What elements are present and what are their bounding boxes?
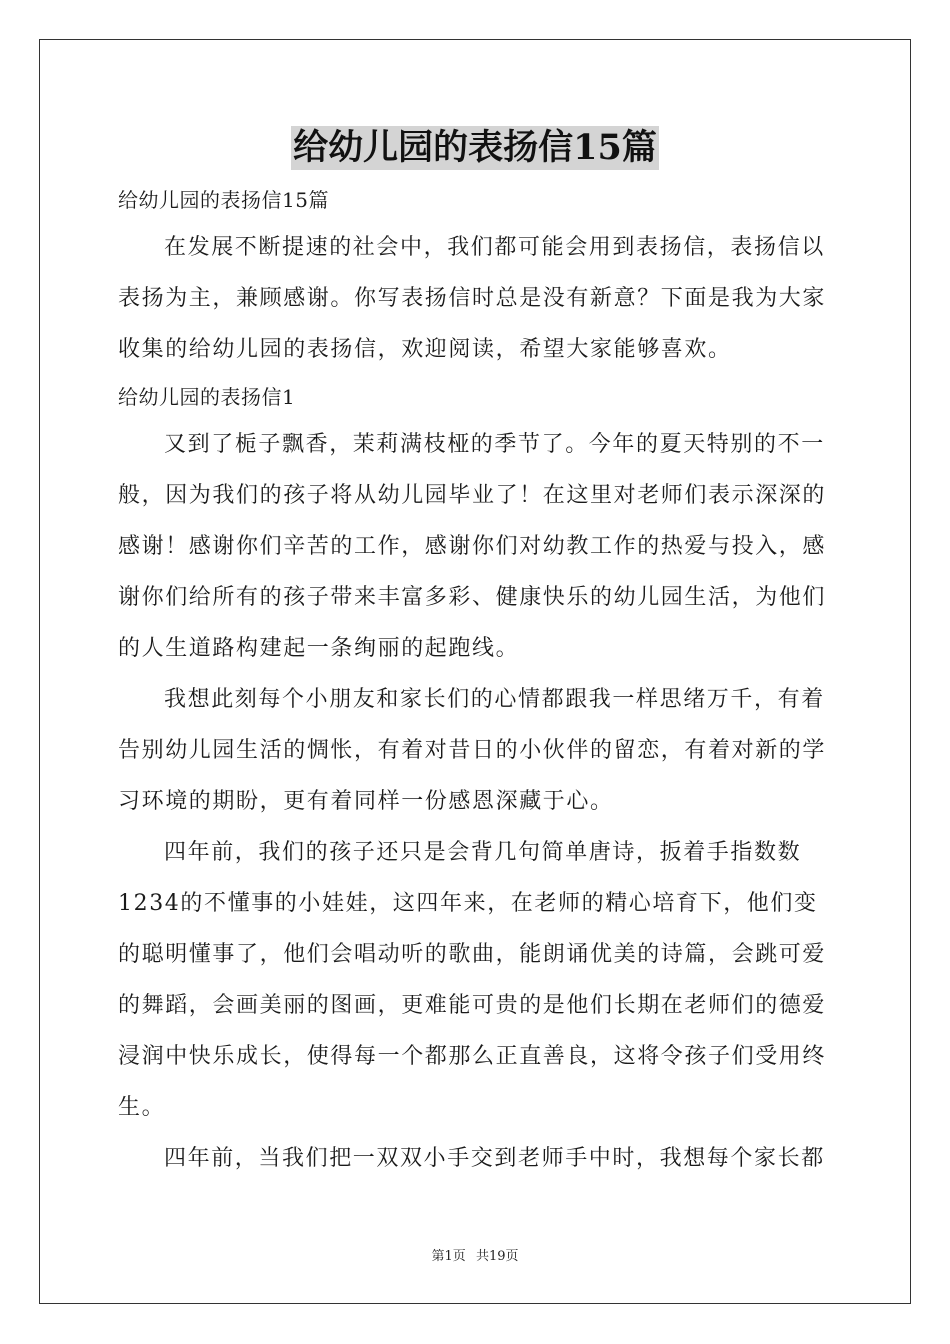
paragraph-3 (118, 827, 836, 1133)
paragraph-line: 我想此刻每个小朋友和家长们的心情都跟我一样思绪万千，有着 (164, 687, 825, 712)
title-container (0, 126, 950, 170)
paragraph-line: 的人生道路构建起一条绚丽的起跑线。 (118, 636, 520, 661)
document-subtitle: 给幼儿园的表扬信15篇 (118, 188, 329, 212)
paragraph-line: 习环境的期盼，更有着同样一份感恩深藏于心。 (118, 789, 614, 814)
page-number: 第1页 (431, 1249, 466, 1264)
paragraph-line: 又到了栀子飘香，茉莉满枝桠的季节了。今年的夏天特别的不一 (164, 432, 825, 457)
paragraph-line: 四年前，当我们把一双双小手交到老师手中时，我想每个家长都 (164, 1146, 825, 1171)
paragraph-line: 的舞蹈，会画美丽的图画，更难能可贵的是他们长期在老师们的德爱 (118, 993, 827, 1018)
document-body (118, 178, 836, 1184)
paragraph-line: 1234的不懂事的小娃娃，这四年来，在老师的精心培育下，他们变 (118, 891, 818, 916)
paragraph-line: 生。 (118, 1095, 166, 1120)
intro-paragraph (118, 222, 836, 375)
paragraph-line: 四年前，我们的孩子还只是会背几句简单唐诗，扳着手指数数 (164, 840, 802, 865)
paragraph-line: 感谢！感谢你们辛苦的工作，感谢你们对幼教工作的热爱与投入，感 (118, 534, 827, 559)
paragraph-line: 谢你们给所有的孩子带来丰富多彩、健康快乐的幼儿园生活，为他们 (118, 585, 827, 610)
section-heading: 给幼儿园的表扬信1 (118, 385, 296, 409)
page-footer (0, 1245, 950, 1264)
paragraph-line: 告别幼儿园生活的惆怅，有着对昔日的小伙伴的留恋，有着对新的学 (118, 738, 827, 763)
paragraph-2 (118, 674, 836, 827)
paragraph-1 (118, 419, 836, 674)
document-title: 给幼儿园的表扬信15篇 (293, 127, 657, 168)
paragraph-line: 浸润中快乐成长，使得每一个都那么正直善良，这将令孩子们受用终 (118, 1044, 827, 1069)
paragraph-line: 收集的给幼儿园的表扬信，欢迎阅读，希望大家能够喜欢。 (118, 337, 732, 362)
page-total: 共19页 (475, 1249, 519, 1264)
paragraph-line: 在发展不断提速的社会中，我们都可能会用到表扬信，表扬信以 (164, 235, 825, 260)
paragraph-4 (118, 1133, 836, 1184)
paragraph-line: 的聪明懂事了，他们会唱动听的歌曲，能朗诵优美的诗篇，会跳可爱 (118, 942, 827, 967)
paragraph-line: 般，因为我们的孩子将从幼儿园毕业了！在这里对老师们表示深深的 (118, 483, 827, 508)
paragraph-line: 表扬为主，兼顾感谢。你写表扬信时总是没有新意？下面是我为大家 (118, 286, 827, 311)
